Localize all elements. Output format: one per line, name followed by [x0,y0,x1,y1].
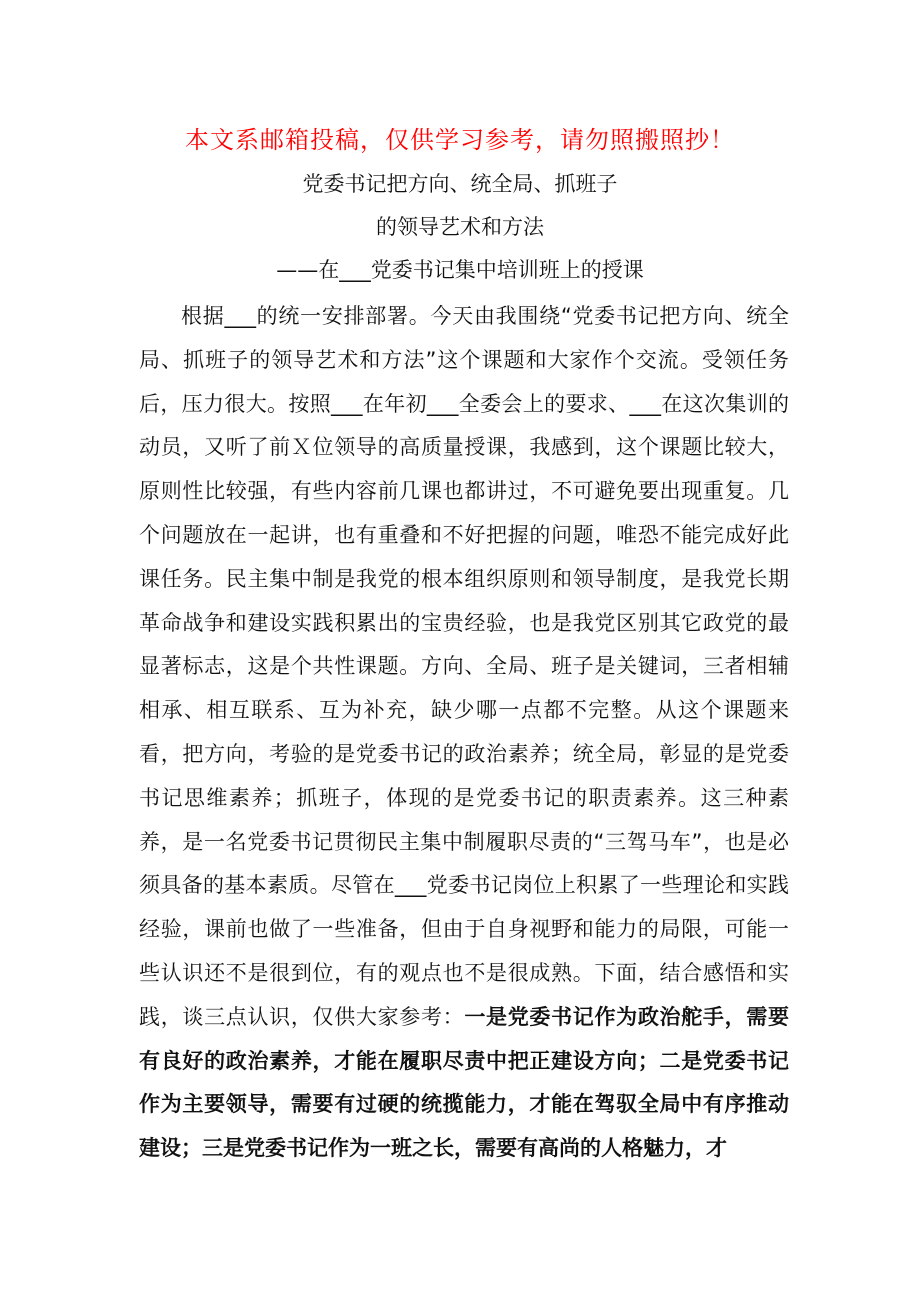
body-bold-text: 一是党委书记作为政治舵手，需要有良好的政治素养，才能在履职尽责中把正建设方向；二是党委书记作为主要领导，需要有过硬的统揽能力，才能在驾驭全局中有序推动建设；三是党委书记作为一班之长，需要有高尚的人格魅力，才 [139,1004,789,1161]
subtitle-line: ——在___党委书记集中培训班上的授课 [276,258,644,282]
body-regular-text: 根据___的统一安排部署。今天由我围绕“党委书记把方向、统全局、抓班子的领导艺术和方法”这个课题和大家作个交流。受领任务后，压力很大。按照___在年初___全委会上的要求、___在这次集训的动员，又听了前Ｘ位领导的高质量授课，我感到，这个课题比较大，原则性比较强，有些内容前几课也都讲过，不可避免要出现重复。几个问题放在一起讲，也有重叠和不好把握的问题，唯恐不能完成好此课任务。民主集中制是我党的根本组织原则和领导制度，是我党长期革命战争和建设实践积累出的宝贵经验，也是我党区别其它政党的最显著标志，这是个共性课题。方向、全局、班子是关键词，三者相辅相承、相互联系、互为补充，缺少哪一点都不完整。从这个课题来看，把方向，考验的是党委书记的政治素养；统全局，彰显的是党委书记思维素养；抓班子，体现的是党委书记的职责素养。这三种素养，是一名党委书记贯彻民主集中制履职尽责的“三驾马车”，也是必须具备的基本素质。尽管在___党委书记岗位上积累了一些理论和实践经验，课前也做了一些准备，但由于自身视野和能力的局限，可能一些认识还不是很到位，有的观点也不是很成熟。下面，结合感悟和实践，谈三点认识，仅供大家参考： [139,304,789,1029]
body-paragraph [139,295,789,1171]
submission-notice: 本文系邮箱投稿，仅供学习参考，请勿照搬照抄！ [185,126,735,154]
title-line-1: 党委书记把方向、统全局、抓班子 [302,172,618,196]
title-line-2: 的领导艺术和方法 [376,215,544,239]
